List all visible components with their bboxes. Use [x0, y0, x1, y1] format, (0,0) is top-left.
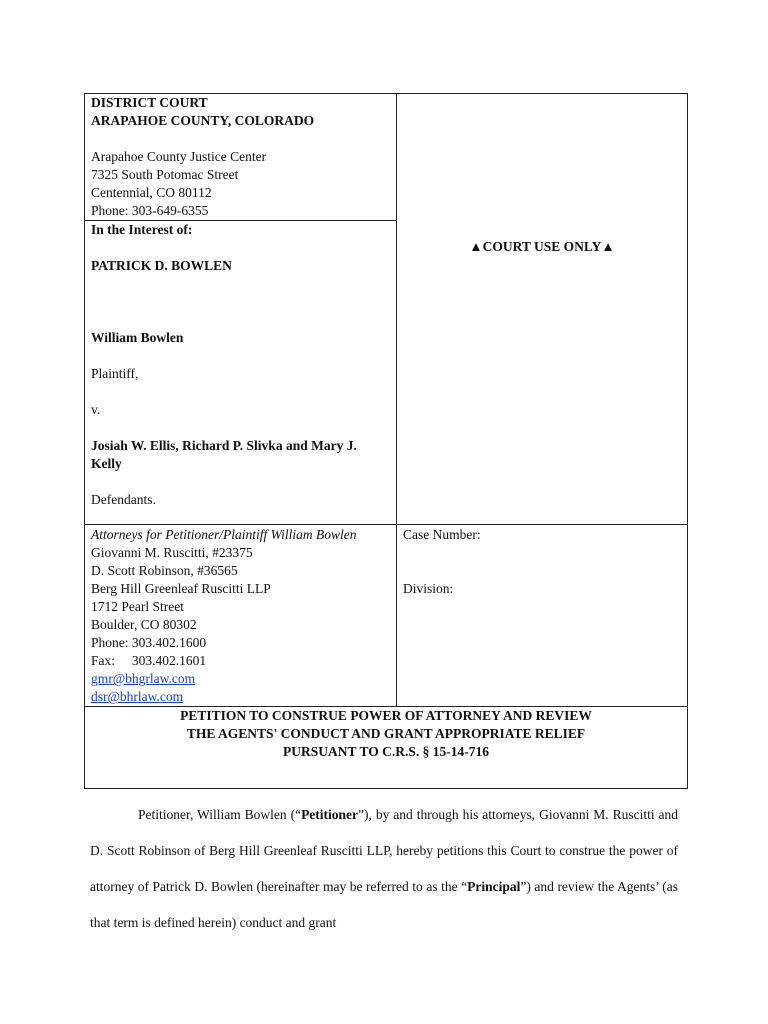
petition-body	[90, 797, 678, 941]
firm-city: Boulder, CO 80302	[91, 617, 197, 632]
court-info-cell	[85, 94, 397, 221]
court-name: DISTRICT COURT	[91, 95, 208, 110]
parties-cell	[85, 221, 397, 525]
attorney-line: D. Scott Robinson, #36565	[91, 563, 238, 578]
division-label: Division:	[403, 581, 454, 596]
defined-term-petitioner: Petitioner	[301, 807, 359, 822]
court-address-line: Arapahoe County Justice Center	[91, 149, 267, 164]
petition-title-line: PURSUANT TO C.R.S. § 15-14-716	[283, 744, 489, 759]
body-paragraph	[90, 797, 678, 941]
versus-label: v.	[91, 402, 101, 417]
caption-table	[84, 93, 688, 789]
petition-title-line: PETITION TO CONSTRUE POWER OF ATTORNEY AND REVIEW	[180, 708, 592, 723]
plaintiff-name: William Bowlen	[91, 330, 184, 345]
firm-fax: Fax: 303.402.1601	[91, 653, 207, 668]
petition-title-line: THE AGENTS' CONDUCT AND GRANT APPROPRIATE RELIEF	[186, 726, 586, 741]
interest-label: In the Interest of:	[91, 222, 193, 237]
firm-street: 1712 Pearl Street	[91, 599, 184, 614]
body-text-span: ”) and review the Agents’ (as that term is defined herein) conduct and grant	[90, 879, 679, 930]
principal-name: PATRICK D. BOWLEN	[91, 258, 232, 273]
court-address-line: Centennial, CO 80112	[91, 185, 212, 200]
defendants-label: Defendants.	[91, 492, 156, 507]
court-use-cell	[397, 94, 688, 525]
body-text-span: Petitioner, William Bowlen (“	[138, 807, 302, 822]
attorney-line: Giovanni M. Ruscitti, #23375	[91, 545, 253, 560]
email-link[interactable]: gmr@bhgrlaw.com	[91, 671, 196, 686]
body-text-span: ”), by and through his attorneys, Giovanni M. Ruscitti and D. Scott Robinson of Berg Hill Greenleaf Ruscitti LLP, hereby petitions this Court to construe the power of attorney of Patrick D. Bowlen (hereinafter may be referred to as the “	[90, 807, 678, 894]
attorneys-heading: Attorneys for Petitioner/Plaintiff William Bowlen	[91, 527, 357, 542]
firm-phone: Phone: 303.402.1600	[91, 635, 207, 650]
court-phone: Phone: 303-649-6355	[91, 203, 209, 218]
email-link[interactable]: dsr@bhrlaw.com	[91, 689, 184, 704]
attorneys-cell	[85, 525, 397, 707]
case-number-label: Case Number:	[403, 527, 481, 542]
plaintiff-label: Plaintiff,	[91, 366, 139, 381]
court-county: ARAPAHOE COUNTY, COLORADO	[91, 113, 315, 128]
defined-term-principal: Principal	[467, 879, 521, 894]
petition-title-cell	[85, 707, 688, 789]
court-address-line: 7325 South Potomac Street	[91, 167, 239, 182]
case-info-cell	[397, 525, 688, 707]
court-use-only-label: ▲COURT USE ONLY▲	[469, 239, 615, 254]
defendants-names: Josiah W. Ellis, Richard P. Slivka and Mary J. Kelly	[91, 438, 357, 471]
firm-name: Berg Hill Greenleaf Ruscitti LLP	[91, 581, 271, 596]
